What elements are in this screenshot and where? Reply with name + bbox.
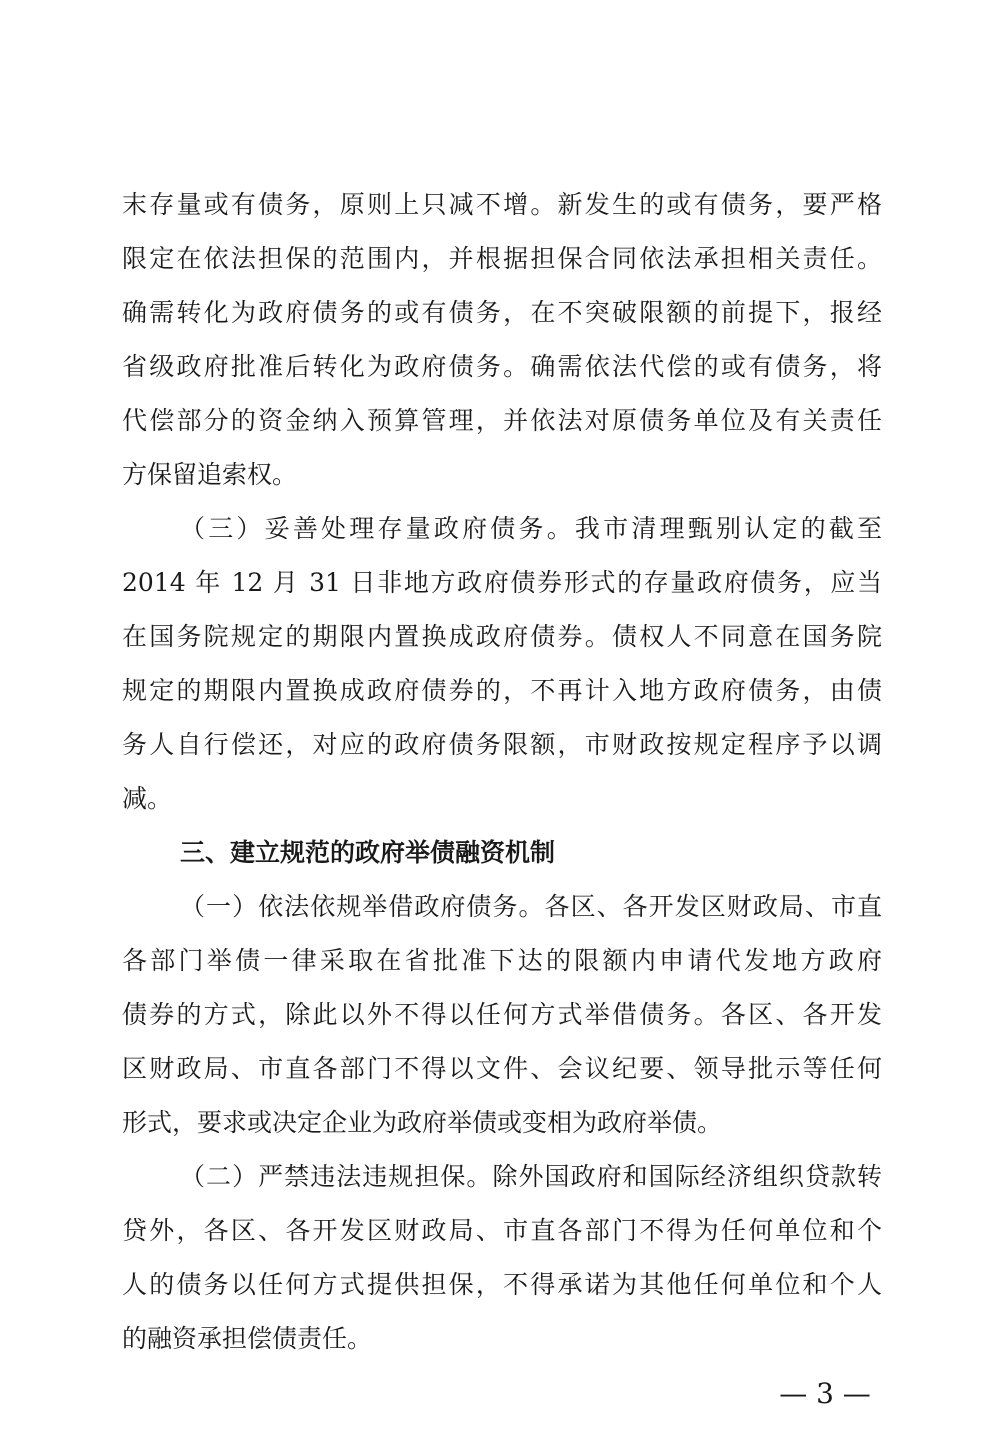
- page-number: — 3 —: [779, 1377, 871, 1410]
- text-line: 在国务院规定的期限内置换成政府债券。债权人不同意在国务院: [122, 622, 882, 651]
- text-line: 债券的方式，除此以外不得以任何方式举借债务。各区、各开发: [122, 1000, 882, 1029]
- section-heading-line: （二）严禁违法违规担保。除外国政府和国际经济组织贷款转: [180, 1162, 882, 1191]
- text-line: 形式，要求或决定企业为政府举债或变相为政府举债。: [122, 1108, 723, 1137]
- text-line: 确需转化为政府债务的或有债务，在不突破限额的前提下，报经: [122, 298, 882, 327]
- text-line: 规定的期限内置换成政府债券的，不再计入地方政府债务，由债: [122, 676, 882, 705]
- section-heading-line: （三）妥善处理存量政府债务。我市清理甄别认定的截至: [180, 514, 882, 543]
- text-line: 代偿部分的资金纳入预算管理，并依法对原债务单位及有关责任: [122, 406, 882, 435]
- text-line: 方保留追索权。: [122, 460, 298, 489]
- text-line: 人的债务以任何方式提供担保，不得承诺为其他任何单位和个人: [122, 1270, 882, 1299]
- text-line: 的融资承担偿债责任。: [122, 1324, 373, 1353]
- text-line: 末存量或有债务，原则上只减不增。新发生的或有债务，要严格: [122, 190, 882, 219]
- text-line: 减。: [122, 784, 173, 813]
- text-line: 2014 年 12 月 31 日非地方政府债券形式的存量政府债务，应当: [122, 568, 882, 597]
- text-line: 务人自行偿还，对应的政府债务限额，市财政按规定程序予以调: [122, 730, 882, 759]
- text-line: 贷外，各区、各开发区财政局、市直各部门不得为任何单位和个: [122, 1216, 882, 1245]
- section-heading-line: （一）依法依规举借政府债务。各区、各开发区财政局、市直: [180, 892, 882, 921]
- text-line: 区财政局、市直各部门不得以文件、会议纪要、领导批示等任何: [122, 1054, 882, 1083]
- text-line: 省级政府批准后转化为政府债务。确需依法代偿的或有债务，将: [122, 352, 882, 381]
- chapter-heading: 三、建立规范的政府举债融资机制: [180, 838, 556, 867]
- text-line: 限定在依法担保的范围内，并根据担保合同依法承担相关责任。: [122, 244, 882, 273]
- text-line: 各部门举债一律采取在省批准下达的限额内申请代发地方政府: [122, 946, 882, 975]
